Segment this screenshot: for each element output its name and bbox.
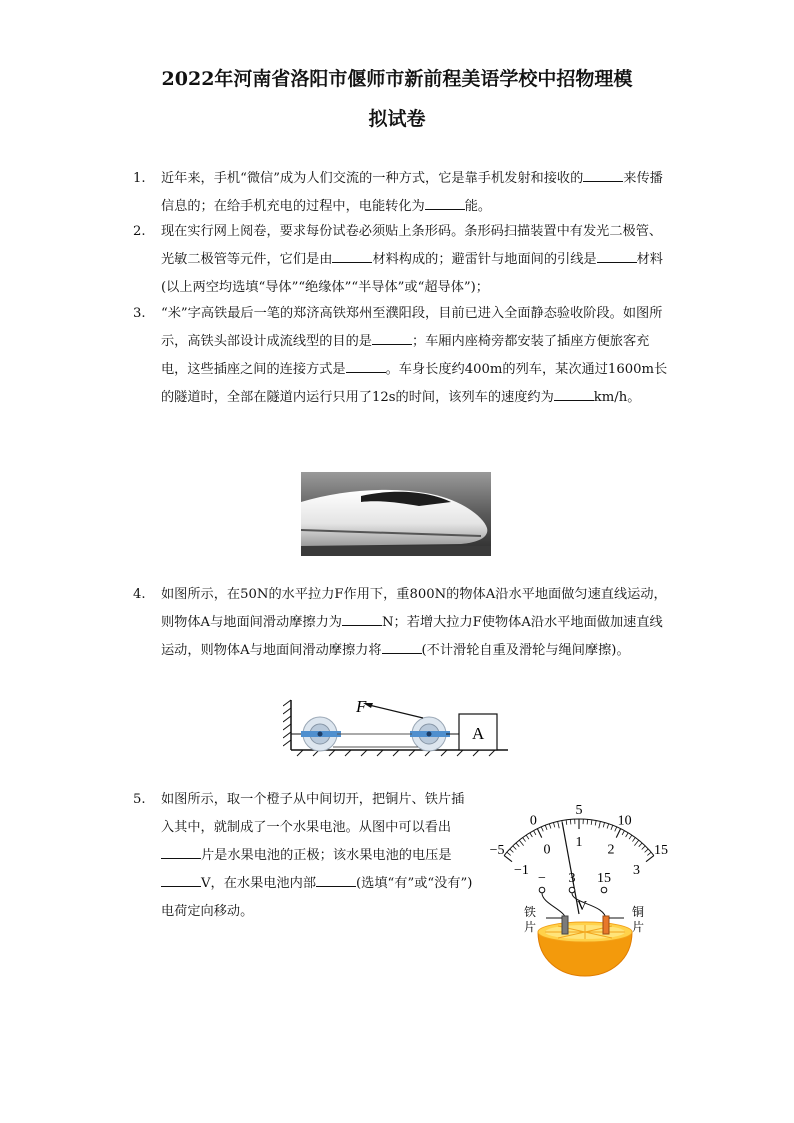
scale-tick	[642, 846, 645, 850]
scale-tick	[611, 825, 613, 830]
answer-blank[interactable]	[597, 248, 637, 263]
terminal-negative	[539, 887, 545, 893]
scale-tick	[504, 856, 512, 862]
iron-label-2: 片	[524, 920, 537, 934]
scale-tick	[595, 821, 596, 826]
scale-tick	[549, 824, 551, 829]
scale-tick	[523, 838, 526, 842]
iron-label-1: 铁	[524, 905, 537, 919]
high-speed-train-figure	[301, 472, 491, 556]
answer-blank[interactable]	[425, 195, 465, 210]
question-4	[133, 581, 673, 665]
question-text: 近年来，手机“微信”成为人们交流的一种方式，它是靠手机发射和接收的	[161, 171, 584, 186]
question-text: V，在水果电池内部	[201, 876, 317, 891]
scale-tick	[599, 821, 601, 828]
scale-label-15v: 15	[653, 842, 668, 858]
scale-label-15v: 10	[617, 813, 632, 829]
iron-plate	[562, 916, 568, 934]
scale-tick	[626, 833, 629, 837]
scale-tick	[530, 833, 533, 837]
question-1	[133, 165, 673, 221]
answer-blank[interactable]	[346, 358, 386, 373]
copper-plate	[603, 916, 609, 934]
question-text: 。车身长度约400m的列车，某次通过1600m长的隧道时，全部在隧道内运行只用了12s的时间，该列车的速度约为	[161, 362, 668, 405]
terminal-negative-label: −	[538, 871, 546, 886]
question-number: 1.	[133, 171, 146, 186]
scale-tick	[541, 827, 543, 832]
question-number: 3.	[133, 306, 146, 321]
scale-tick	[629, 835, 632, 839]
copper-label-2: 片	[632, 920, 645, 934]
question-text: 片是水果电池的正极；该水果电池的电压是	[201, 848, 452, 863]
scale-tick	[558, 821, 560, 828]
terminal-15v	[601, 887, 607, 893]
question-text: 如图所示，取一个橙子从中间切开，把铜片、铁片插入其中，就制成了一个水果电池。从图中可以看出	[161, 792, 465, 835]
question-number: 2.	[133, 224, 146, 239]
answer-blank[interactable]	[372, 330, 412, 345]
scale-tick	[519, 840, 523, 845]
scale-tick	[510, 849, 514, 852]
fruit-battery-figure	[490, 786, 670, 982]
scale-tick	[526, 835, 529, 839]
scale-tick	[534, 831, 536, 835]
question-text: 材料(以上两空均选填“导体”“绝缘体”“半导体”或“超导体”)；	[161, 252, 663, 295]
scale-tick	[639, 843, 642, 847]
scale-label-15v: 5	[575, 803, 583, 818]
question-5	[133, 786, 473, 926]
scale-label-3v: 0	[543, 842, 551, 858]
question-text: 现在实行网上阅卷，要求每份试卷必须贴上条形码。条形码扫描装置中有发光二极管、光敏二极管等元件，它们是由	[161, 224, 663, 267]
terminal-15v-label: 15	[597, 871, 611, 886]
question-text: 材料构成的；避雷针与地面间的引线是	[372, 252, 597, 267]
question-text: ；车厢内座椅旁都安装了插座方便旅客充电，这些插座之间的连接方式是	[161, 334, 650, 377]
scale-tick	[566, 820, 567, 825]
question-number: 4.	[133, 587, 146, 602]
scale-tick	[632, 838, 635, 842]
scale-label-3v: 1	[575, 835, 583, 850]
page-title-line1: 2022年河南省洛阳市偃师市新前程美语学校中招物理模	[161, 68, 633, 90]
scale-tick	[622, 831, 624, 835]
scale-tick	[645, 849, 649, 852]
scale-tick	[615, 827, 617, 832]
answer-blank[interactable]	[554, 386, 594, 401]
answer-blank[interactable]	[583, 167, 623, 182]
scale-label-15v: −5	[490, 842, 505, 858]
question-text: 来传播信息的；在给手机充电的过程中，电能转化为	[161, 171, 663, 214]
question-number: 5.	[133, 792, 146, 807]
question-2	[133, 218, 673, 302]
scale-tick	[634, 840, 638, 845]
answer-blank[interactable]	[161, 844, 201, 859]
answer-blank[interactable]	[161, 872, 201, 887]
terminal-3v-label: 3	[568, 871, 576, 886]
scale-tick	[516, 843, 519, 847]
scale-tick	[537, 829, 541, 838]
scale-label-3v: −1	[514, 863, 529, 879]
scale-tick	[616, 829, 620, 838]
scale-label-3v: 2	[607, 842, 615, 858]
scale-tick	[591, 820, 592, 825]
question-text: (选填“有”或“没有”)电荷定向移动。	[161, 876, 473, 919]
scale-label-3v: 3	[633, 863, 641, 879]
scale-tick	[545, 825, 547, 830]
question-text: (不计滑轮自重及滑轮与绳间摩擦)。	[421, 643, 630, 658]
scale-tick	[553, 822, 554, 827]
question-3	[133, 300, 673, 412]
question-text: 如图所示，在50N的水平拉力F作用下，重800N的物体A沿水平地面做匀速直线运动，则物体A与地面间滑动摩擦力为	[161, 587, 667, 630]
voltmeter-label: V	[576, 899, 588, 914]
force-label: F	[356, 697, 367, 716]
answer-blank[interactable]	[316, 872, 356, 887]
question-text: N；若增大拉力F使物体A沿水平地面做加速直线运动，则物体A与地面间滑动摩擦力将	[161, 615, 663, 658]
scale-label-15v: 0	[529, 813, 537, 829]
scale-tick	[647, 852, 651, 855]
answer-blank[interactable]	[332, 248, 372, 263]
copper-label-1: 铜	[632, 905, 645, 919]
page-title-line2: 拟试卷	[368, 108, 426, 130]
scale-tick	[507, 852, 511, 855]
scale-tick	[646, 856, 654, 862]
question-text: km/h。	[593, 390, 641, 405]
answer-blank[interactable]	[342, 611, 382, 626]
block-label: A	[472, 724, 485, 743]
scale-tick	[607, 824, 609, 829]
scale-tick	[603, 822, 604, 827]
question-text: “米”字高铁最后一笔的郑济高铁郑州至濮阳段，目前已进入全面静态验收阶段。如图所示，高铁头部设计成流线型的目的是	[161, 306, 663, 349]
answer-blank[interactable]	[382, 639, 422, 654]
pulley-figure	[283, 692, 513, 758]
question-text: 能。	[464, 199, 492, 214]
scale-tick	[513, 846, 516, 850]
terminal-3v	[569, 887, 575, 893]
